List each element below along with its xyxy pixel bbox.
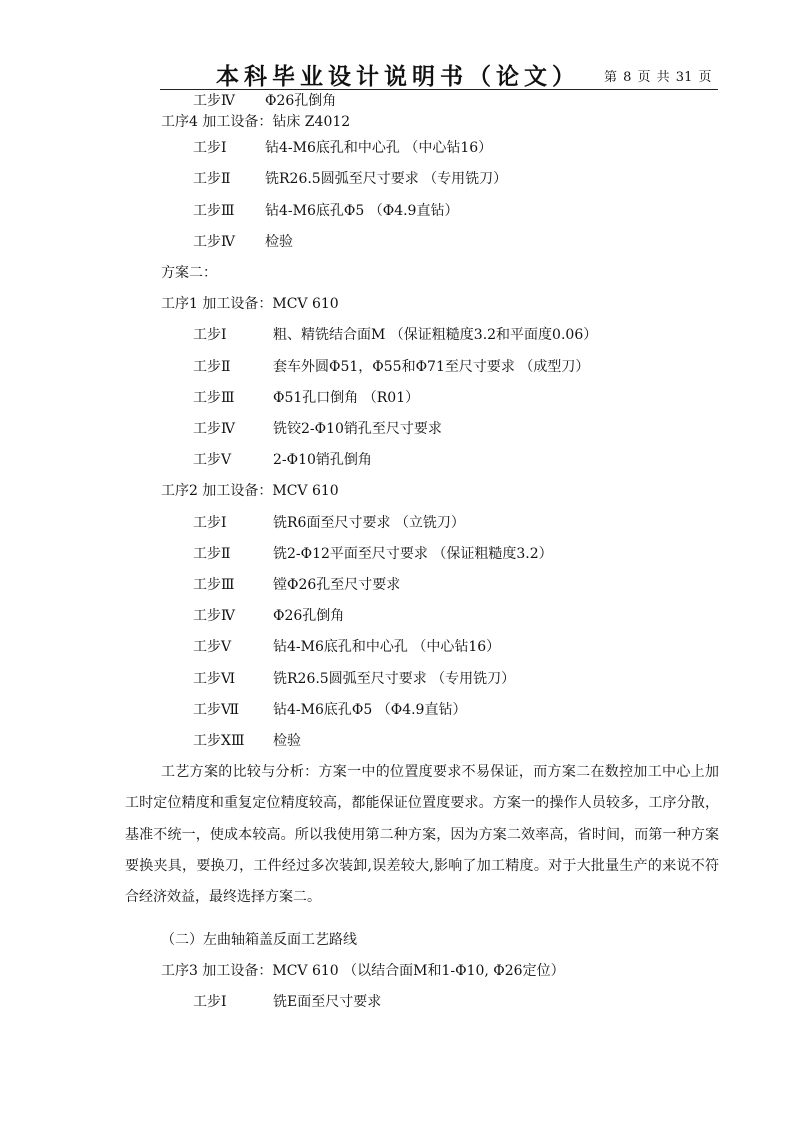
step-text: Φ26孔倒角 [265,93,337,109]
process-line: 工序3 加工设备：MCV 610 （以结合面M和1-Φ10, Φ26定位） [161,963,565,979]
step-text: Φ51孔口倒角 （R01） [273,390,420,406]
step-label: 工步Ⅴ [193,452,232,468]
step-label: 工步Ⅱ [193,359,231,375]
process-line [193,170,507,188]
process-text: 工序4 加工设备：钻床 Z4012 [161,114,351,130]
process-line [193,576,400,594]
process-line [193,358,589,376]
step-label: 工步Ⅲ [193,390,235,406]
step-text: 钻4-M6底孔Φ5 （Φ4.9直钻） [265,203,459,219]
step-label: 工步Ⅰ [193,994,227,1010]
process-line [193,202,458,220]
step-text: 套车外圆Φ51，Φ55和Φ71至尺寸要求 （成型刀） [273,359,590,375]
step-label: 工步Ⅰ [193,327,227,343]
process-line [193,420,442,438]
process-line [161,264,217,282]
page-indicator: 第 8 页 共 31 页 [604,70,712,85]
step-label: 工步Ⅱ [193,171,231,187]
scheme-heading: 方案二： [161,265,217,281]
section-heading: （二）左曲轴箱盖反面工艺路线 [161,932,357,948]
process-text: 工序2 加工设备：MCV 610 [161,483,339,499]
process-line [193,638,500,656]
step-text: 铣R6面至尺寸要求 （立铣刀） [273,515,465,531]
step-text: 检验 [273,733,301,749]
process-line [161,482,339,500]
process-line [193,701,466,719]
analysis-paragraph: 工艺方案的比较与分析：方案一中的位置度要求不易保证，而方案二在数控加工中心上加工时定位精度和重复定位精度较高，都能保证位置度要求。方案一的操作人员较多，工序分散，基准不统一，使成本较高。所以我使用第二种方案，因为方案二效率高，省时间，而第一种方案要换夹具，要换刀，工件经过多次装卸,误差较大,影响了加工精度。对于大批量生产的来说不符合经济效益，最终选择方案二。 [125,764,719,906]
process-line [193,233,293,251]
process-line [193,326,597,344]
step-text: 镗Φ26孔至尺寸要求 [273,577,401,593]
process-line [193,139,492,157]
step-text: 钻4-M6底孔和中心孔 （中心钻16） [273,639,501,655]
step-label: 工步Ⅵ [193,671,236,687]
step-label: 工步Ⅴ [193,639,232,655]
step-label: 工步Ⅱ [193,546,231,562]
step-text: 铣E面至尺寸要求 [273,994,382,1010]
process-line [161,295,339,313]
step-label: 工步Ⅶ [193,702,240,718]
step-text: 检验 [265,234,293,250]
step-text: Φ26孔倒角 [273,608,345,624]
process-text: 工序1 加工设备：MCV 610 [161,296,339,312]
step-text: 铣R26.5圆弧至尺寸要求 （专用铣刀） [273,671,516,687]
step-label: 工步Ⅳ [193,608,235,624]
step-label: 工步Ⅳ [193,93,235,109]
step-label: 工步Ⅳ [193,234,235,250]
step-text: 铣铰2-Φ10销孔至尺寸要求 [273,421,442,437]
process-line [193,670,515,688]
header-divider [160,89,718,90]
step-text: 粗、精铣结合面M （保证粗糙度3.2和平面度0.06） [273,327,598,343]
step-label: 工步Ⅲ [193,577,235,593]
step-label: 工步Ⅳ [193,421,235,437]
process-line [193,732,301,750]
step-label: 工步Ⅰ [193,515,227,531]
step-text: 2-Φ10销孔倒角 [273,452,372,468]
process-line [161,113,350,131]
process-line [193,545,553,563]
step-label: 工步Ⅰ [193,140,227,156]
step-label: 工步ⅩⅢ [193,733,245,749]
step-label: 工步Ⅲ [193,203,235,219]
process-line [193,389,419,407]
document-title: 本科毕业设计说明书（论文） [216,64,580,90]
step-text: 铣R26.5圆弧至尺寸要求 （专用铣刀） [265,171,508,187]
step-text: 钻4-M6底孔和中心孔 （中心钻16） [265,140,493,156]
process-line [193,607,344,625]
process-line [193,92,336,110]
step-text: 铣2-Φ12平面至尺寸要求 （保证粗糙度3.2） [273,546,553,562]
process-line [193,514,465,532]
step-text: 钻4-M6底孔Φ5 （Φ4.9直钻） [273,702,467,718]
process-line [193,993,381,1011]
process-line [193,451,372,469]
